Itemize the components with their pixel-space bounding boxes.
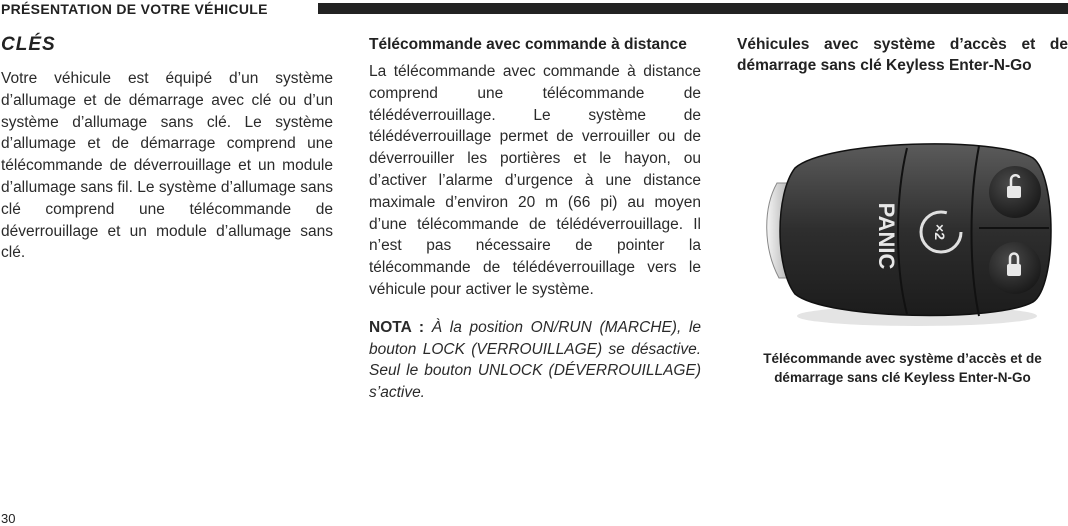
page-number: 30	[1, 511, 16, 526]
column-left	[1, 34, 333, 264]
lock-button[interactable]	[989, 242, 1041, 294]
header-title: PRÉSENTATION DE VOTRE VÉHICULE	[1, 1, 276, 17]
header-rule	[318, 3, 1068, 14]
figure-caption: Télécommande avec système d’accès et de démarrage sans clé Keyless Enter-N-Go	[763, 351, 1042, 385]
page-header	[0, 0, 1068, 18]
keyless-subhead: Véhicules avec système d’accès et de démarrage sans clé Keyless Enter-N-Go	[737, 36, 1068, 74]
remote-subhead: Télécommande avec commande à distance	[369, 36, 687, 53]
keys-paragraph: Votre véhicule est équipé d’un système d’allumage et de démarrage avec clé ou d’un système d’allumage sans clé. Le système d’allumage et de démarrage comprend une télécommande de déverrouillage et un module d’allumage sans fil. Le système d’allumage sans clé comprend une télécommande de déverrouillage et un module d’allumage sans clé.	[1, 70, 333, 262]
section-title: CLÉS	[1, 34, 56, 55]
lock-icon	[1007, 264, 1021, 276]
key-fob-illustration	[757, 118, 1057, 340]
remote-start-label: ×2	[932, 224, 948, 240]
note-label: NOTA :	[369, 318, 425, 336]
unlock-icon	[1007, 186, 1021, 198]
column-middle	[369, 34, 701, 404]
note-text: À la position ON/RUN (MARCHE), le bouton LOCK (VERROUILLAGE) se désactive. Seul le bouton UNLOCK (DÉVERROUILLAGE) s’active.	[369, 318, 702, 402]
unlock-button[interactable]	[989, 166, 1041, 218]
remote-paragraph: La télécommande avec commande à distance comprend une télécommande de télédéverrouillage. Le système de télédéverrouillage permet de verrouiller ou de déverrouiller les portières et le hayon, ou d’activer l’alarme d’urgence à une distance maximale d’environ 20 m (66 pi) au moyen d’une télécommande de télédéverrouillage. Il n’est pas nécessaire de pointer la télécommande de télédéverrouillage vers le véhicule pour activer le système.	[369, 63, 701, 298]
panic-button[interactable]	[874, 203, 899, 270]
note-paragraph	[369, 317, 701, 404]
column-right	[737, 34, 1068, 82]
panic-label: PANIC	[874, 202, 899, 270]
key-fob-figure	[757, 118, 1057, 340]
